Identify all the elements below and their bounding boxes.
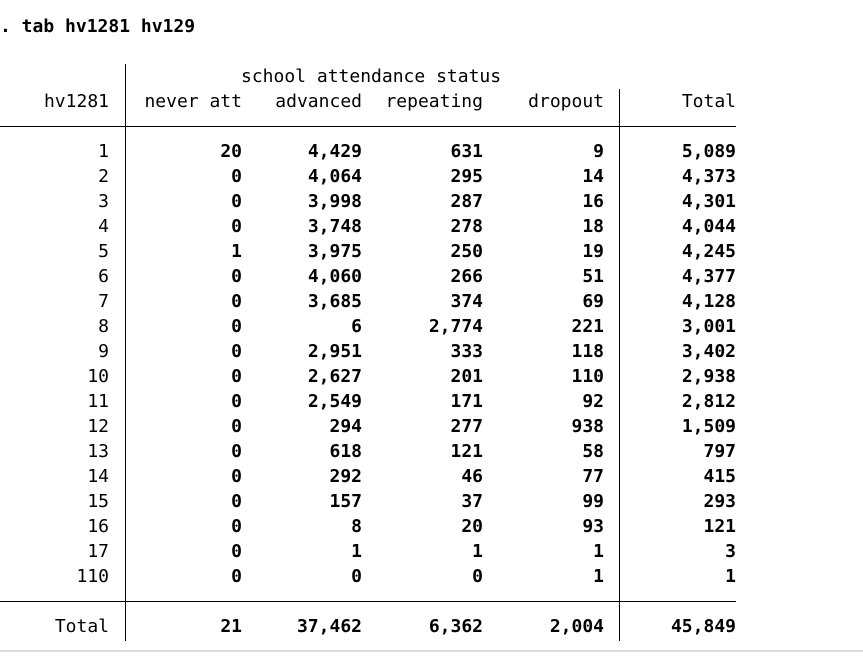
table-cell: 333	[450, 341, 483, 362]
table-cell: 3,001	[681, 316, 736, 337]
table-cell: 0	[231, 291, 242, 312]
table-cell: 2,951	[307, 341, 362, 362]
table-cell: 1,509	[681, 416, 736, 437]
table-cell: 295	[450, 166, 483, 187]
table-cell: 69	[582, 291, 604, 312]
table-cell: 4,044	[681, 216, 736, 237]
table-cell: 3,748	[307, 216, 362, 237]
table-cell: 5,089	[681, 141, 736, 162]
table-cell: 92	[582, 391, 604, 412]
table-cell: 4,128	[681, 291, 736, 312]
row-label: 3	[98, 191, 109, 212]
row-label: 12	[87, 416, 109, 437]
table-cell: 1	[593, 566, 604, 587]
table-cell: 0	[231, 416, 242, 437]
table-cell: 0	[231, 266, 242, 287]
row-label: 13	[87, 441, 109, 462]
row-label: 1	[98, 141, 109, 162]
table-cell: 0	[231, 466, 242, 487]
table-cell: 37	[461, 491, 483, 512]
table-cell: 118	[571, 341, 604, 362]
row-label: 14	[87, 466, 109, 487]
table-cell: 0	[231, 166, 242, 187]
table-cell: 1	[593, 541, 604, 562]
table-cell: 0	[231, 491, 242, 512]
table-cell: 121	[450, 441, 483, 462]
table-cell: 4,064	[307, 166, 362, 187]
table-cell: 8	[351, 516, 362, 537]
table-cell: 266	[450, 266, 483, 287]
row-label: 16	[87, 516, 109, 537]
group-header: school attendance status	[241, 66, 502, 87]
table-cell: 4,429	[307, 141, 362, 162]
table-cell: 293	[703, 491, 736, 512]
table-cell: 77	[582, 466, 604, 487]
table-cell: 9	[593, 141, 604, 162]
table-cell: 278	[450, 216, 483, 237]
row-label: 110	[76, 566, 109, 587]
total-cell: 21	[220, 616, 242, 637]
total-cell: 6,362	[428, 616, 483, 637]
table-cell: 2,627	[307, 366, 362, 387]
table-cell: 4,377	[681, 266, 736, 287]
total-rule	[0, 601, 736, 602]
total-cell: 37,462	[296, 616, 362, 637]
table-cell: 0	[351, 566, 362, 587]
table-cell: 2,774	[428, 316, 483, 337]
table-cell: 99	[582, 491, 604, 512]
col-header-never-att: never att	[144, 91, 242, 112]
table-cell: 6	[351, 316, 362, 337]
table-cell: 3,685	[307, 291, 362, 312]
table-cell: 0	[231, 216, 242, 237]
table-cell: 221	[571, 316, 604, 337]
table-cell: 0	[231, 516, 242, 537]
row-label: 7	[98, 291, 109, 312]
table-cell: 374	[450, 291, 483, 312]
table-cell: 415	[703, 466, 736, 487]
table-cell: 20	[461, 516, 483, 537]
table-cell: 3,998	[307, 191, 362, 212]
table-cell: 121	[703, 516, 736, 537]
col-header-total: Total	[681, 91, 736, 112]
table-cell: 0	[231, 441, 242, 462]
total-cell: 2,004	[549, 616, 604, 637]
table-cell: 93	[582, 516, 604, 537]
table-cell: 0	[231, 566, 242, 587]
table-cell: 1	[725, 566, 736, 587]
table-cell: 201	[450, 366, 483, 387]
table-cell: 14	[582, 166, 604, 187]
table-cell: 4,373	[681, 166, 736, 187]
table-cell: 46	[461, 466, 483, 487]
table-cell: 2,938	[681, 366, 736, 387]
row-label: 6	[98, 266, 109, 287]
table-cell: 0	[231, 391, 242, 412]
table-cell: 0	[231, 366, 242, 387]
table-cell: 1	[231, 241, 242, 262]
table-cell: 51	[582, 266, 604, 287]
table-cell: 0	[231, 191, 242, 212]
row-label: 10	[87, 366, 109, 387]
table-cell: 250	[450, 241, 483, 262]
table-cell: 2,812	[681, 391, 736, 412]
row-label: 11	[87, 391, 109, 412]
table-cell: 110	[571, 366, 604, 387]
total-divider	[619, 89, 620, 641]
table-cell: 938	[571, 416, 604, 437]
table-cell: 797	[703, 441, 736, 462]
table-cell: 277	[450, 416, 483, 437]
table-cell: 3,975	[307, 241, 362, 262]
table-cell: 1	[351, 541, 362, 562]
table-cell: 171	[450, 391, 483, 412]
window-bottom-border	[0, 650, 863, 652]
table-cell: 4,301	[681, 191, 736, 212]
total-cell: 45,849	[670, 616, 736, 637]
table-cell: 16	[582, 191, 604, 212]
table-cell: 0	[472, 566, 483, 587]
row-label: 4	[98, 216, 109, 237]
stata-command: . tab hv1281 hv129	[0, 16, 196, 37]
row-label: 9	[98, 341, 109, 362]
table-cell: 4,245	[681, 241, 736, 262]
table-cell: 20	[220, 141, 242, 162]
table-cell: 1	[472, 541, 483, 562]
table-cell: 157	[329, 491, 362, 512]
table-cell: 0	[231, 541, 242, 562]
table-cell: 631	[450, 141, 483, 162]
table-cell: 2,549	[307, 391, 362, 412]
table-cell: 0	[231, 316, 242, 337]
table-cell: 0	[231, 341, 242, 362]
total-row-label: Total	[54, 616, 109, 637]
table-cell: 19	[582, 241, 604, 262]
row-label: 5	[98, 241, 109, 262]
table-cell: 3,402	[681, 341, 736, 362]
table-cell: 294	[329, 416, 362, 437]
table-cell: 287	[450, 191, 483, 212]
row-label: 15	[87, 491, 109, 512]
row-label: 8	[98, 316, 109, 337]
row-label-divider	[125, 64, 126, 641]
table-cell: 4,060	[307, 266, 362, 287]
table-cell: 618	[329, 441, 362, 462]
row-label: 2	[98, 166, 109, 187]
table-cell: 292	[329, 466, 362, 487]
table-cell: 58	[582, 441, 604, 462]
header-rule	[0, 126, 736, 127]
col-header-dropout: dropout	[528, 91, 604, 112]
table-cell: 18	[582, 216, 604, 237]
col-header-advanced: advanced	[275, 91, 362, 112]
table-cell: 3	[725, 541, 736, 562]
col-header-repeating: repeating	[385, 91, 483, 112]
row-var-header: hv1281	[43, 91, 109, 112]
row-label: 17	[87, 541, 109, 562]
